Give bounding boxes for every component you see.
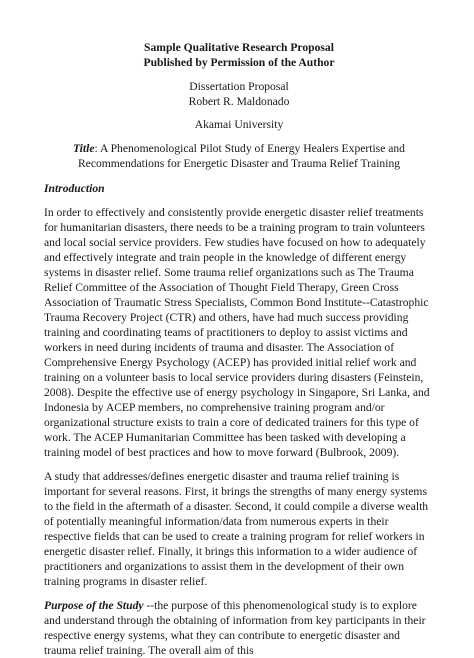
purpose-lead: Purpose of the Study — [44, 599, 144, 612]
proposal-title — [44, 141, 434, 171]
title-text: : A Phenomenological Pilot Study of Energy Healers Expertise and Recommendations for Energetic Disaster and Trauma Relief Training — [77, 142, 405, 170]
purpose-text: --the purpose of this phenomenological study is to explore and understand through the obtaining of information from key participants in their respective energy systems, what they can contribute to energetic disaster and trauma relief training. The overall aim of this — [44, 599, 426, 657]
header-subtitle: Published by Permission of the Author — [143, 56, 335, 69]
header-title: Sample Qualitative Research Proposal — [144, 41, 334, 54]
title-label: Title — [73, 142, 95, 155]
purpose-paragraph — [44, 598, 434, 658]
introduction-paragraph-2: A study that addresses/defines energetic disaster and trauma relief training is important for several reasons. First, it brings the strengths of many energy systems to the field in the aftermath of a disaster. Second, it could compile a diverse wealth of potentially meaningful information/data from numerous experts in their respective fields that can be used to create a training program for relief workers in energetic disaster relief. Finally, it brings this information to a wider audience of practitioners and organizations to assist them in the development of their own training programs in disaster relief. — [44, 470, 429, 588]
doc-type: Dissertation Proposal — [189, 80, 289, 93]
author-name: Robert R. Maldonado — [188, 95, 290, 108]
introduction-heading: Introduction — [44, 182, 105, 195]
introduction-paragraph-1: In order to effectively and consistently provide energetic disaster relief treatments for humanitarian disasters, there needs to be a training program to train volunteers and local social service providers. Few studies have focused on how to adequately and effectively integrate and train people in the knowledge of different energy systems in disaster relief. Some trauma relief organizations such as The Trauma Relief Committee of the Association of Thought Field Therapy, Green Cross Association of Traumatic Stress Specialists, Common Bond Institute--Catastrophic Trauma Recovery Project (CTR) and others, have had much success providing training and coordinating teams of practitioners to deploy to assist victims and workers in need during incidents of trauma and disaster. The Association of Comprehensive Energy Psychology (ACEP) has provided initial relief work and training on a volunteer basis to local service providers during disasters (Feinstein, 2008). Despite the effective use of energy psychology in Singapore, Sri Lanka, and Indonesia by ACEP members, no comprehensive training program and/or organizational structure exists to train a core of dedicated trainers for this type of work. The ACEP Humanitarian Committee has been tasked with developing a training model of best practices and how to move forward (Bulbrook, 2009). — [44, 206, 430, 459]
institution-name: Akamai University — [194, 118, 284, 131]
